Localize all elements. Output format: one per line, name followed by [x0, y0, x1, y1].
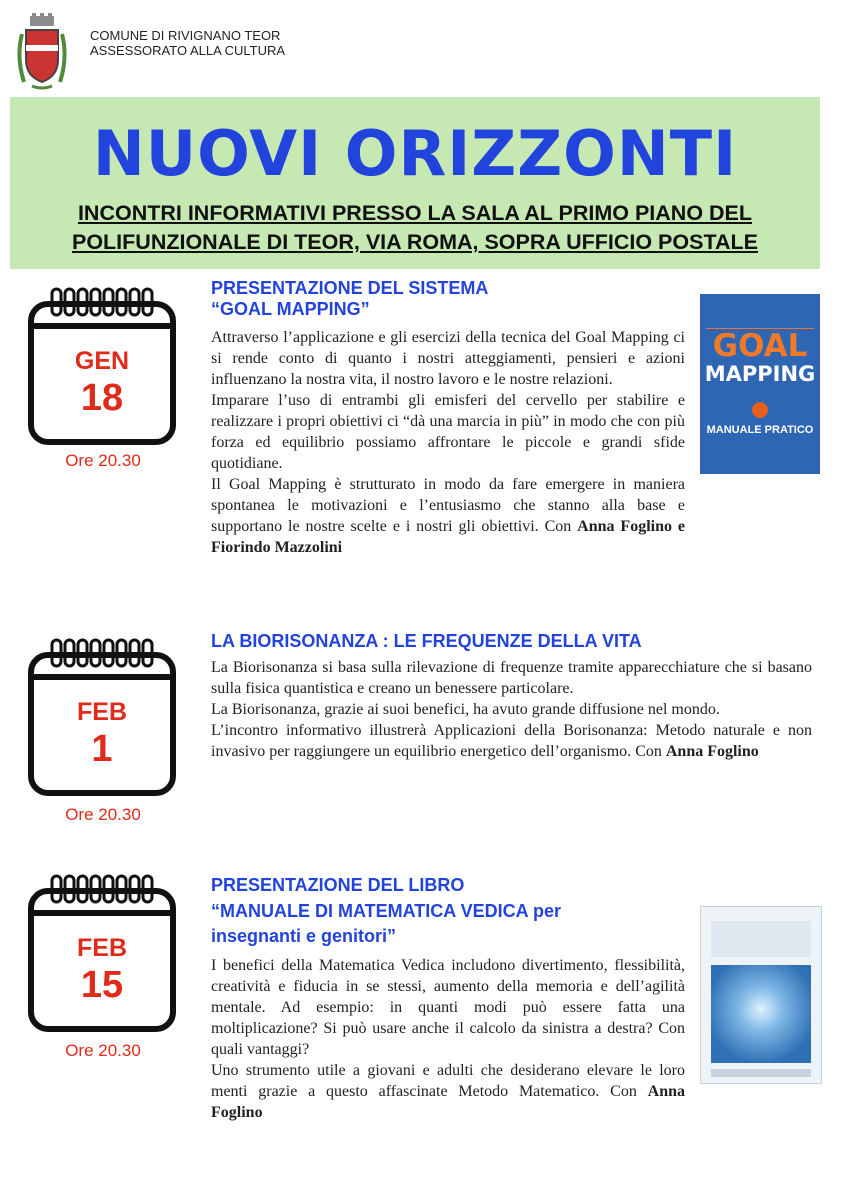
book-title: MAPPING — [704, 362, 816, 386]
page-title: NUOVI ORIZZONTI — [92, 117, 738, 190]
event-title: LA BIORISONANZA : LE FREQUENZE DELLA VITA — [211, 631, 642, 651]
paragraph: Il Goal Mapping è strutturato in modo da fare emergere in maniera spontanea le motivazioni e l’entusiasmo che stanno alla base e supportano le nostre scelte e i nostri gli obiettivi. Con Anna Foglino e Fiorindo Mazzolini — [211, 476, 686, 556]
event-description — [211, 955, 685, 1123]
paragraph: La Biorisonanza si basa sulla rilevazione di frequenze tramite apparecchiature che si basano sulla fisica quantistica e creano un benessere particolare. — [211, 659, 812, 697]
calendar-page — [28, 652, 176, 796]
organization-heading — [90, 28, 285, 58]
banner-subtitle — [10, 199, 820, 257]
speaker-credit: Anna Foglino — [665, 743, 759, 760]
vedic-math-book-cover — [700, 906, 822, 1084]
event-time: Ore 20.30 — [65, 1041, 141, 1060]
book-title: GOAL — [712, 328, 808, 364]
book-subtitle: MANUALE PRATICO — [706, 424, 814, 436]
paragraph: L’incontro informativo illustrerà Applicazioni della Borisonanza: Metodo naturale e non invasivo per raggiungere un equilibrio energetico dell’organismo. Con Anna Foglino — [211, 722, 812, 760]
event-month: FEB — [77, 698, 127, 726]
calendar-rings-icon — [50, 638, 154, 668]
calendar-icon — [28, 287, 176, 443]
event-day: 18 — [80, 377, 124, 419]
event-description — [211, 327, 685, 558]
paragraph: I benefici della Matematica Vedica includono divertimento, flessibilità, creatività e fiducia in se stessi, aumento della memoria e dell’agilità mentale. Ad esempio: in quanti modi può essere fatta una moltiplicazione? Si può usare anche il calcolo da sinistra a destra? Con quali vantaggi? — [211, 957, 685, 1058]
municipal-crest-icon — [14, 12, 70, 92]
paragraph: Uno strumento utile a giovani e adulti che desiderano elevare le loro menti grazie a questo affascinate Metodo Matematico. Con Anna Foglino — [211, 1062, 686, 1121]
event-day: 1 — [91, 728, 113, 770]
event-month: GEN — [74, 347, 130, 375]
subtitle-line-2: POLIFUNZIONALE DI TEOR, VIA ROMA, SOPRA UFFICIO POSTALE — [71, 230, 759, 254]
paragraph: Imparare l’uso di entrambi gli emisferi del cervello per stabilire e realizzare i propri obiettivi ci “dà una marcia in più” in modo che con più forza ed equilibrio possiamo affrontare le piccole e grandi sfide quotidiane. — [211, 392, 685, 472]
event-time: Ore 20.30 — [65, 451, 141, 470]
calendar-page — [28, 888, 176, 1032]
calendar-rings-icon — [50, 874, 154, 904]
org-line-1: COMUNE DI RIVIGNANO TEOR — [90, 28, 281, 43]
event-title: PRESENTAZIONE DEL LIBRO “MANUALE DI MATEMATICA VEDICA per insegnanti e genitori” — [211, 875, 561, 946]
speaker-credit: Anna Foglino e Fiorindo Mazzolini — [211, 518, 686, 556]
speaker-credit: Anna Foglino — [211, 1083, 686, 1121]
paragraph: La Biorisonanza, grazie ai suoi benefici, ha avuto grande diffusione nel mondo. — [211, 701, 720, 718]
calendar-page — [28, 301, 176, 445]
subtitle-line-1: INCONTRI INFORMATIVI PRESSO LA SALA AL PRIMO PIANO DEL — [77, 201, 753, 225]
event-title: PRESENTAZIONE DEL SISTEMA “GOAL MAPPING” — [211, 278, 489, 319]
paragraph: Attraverso l’applicazione e gli esercizi della tecnica del Goal Mapping ci si rende conto di quanto i nostri atteggiamenti, pensieri e azioni influenzano la nostra vita, il nostro lavoro e le nostre relazioni. — [211, 329, 685, 388]
calendar-rings-icon — [50, 287, 154, 317]
event-day: 15 — [80, 964, 124, 1006]
title-banner — [10, 97, 820, 269]
event-month: FEB — [77, 934, 127, 962]
goal-mapping-book-cover — [700, 294, 820, 474]
event-description — [211, 657, 812, 762]
org-line-2: ASSESSORATO ALLA CULTURA — [90, 43, 286, 58]
book-emblem-icon — [752, 402, 768, 418]
event-time: Ore 20.30 — [65, 805, 141, 824]
book-cover-art — [711, 965, 811, 1063]
calendar-icon — [28, 638, 176, 794]
calendar-icon — [28, 874, 176, 1030]
